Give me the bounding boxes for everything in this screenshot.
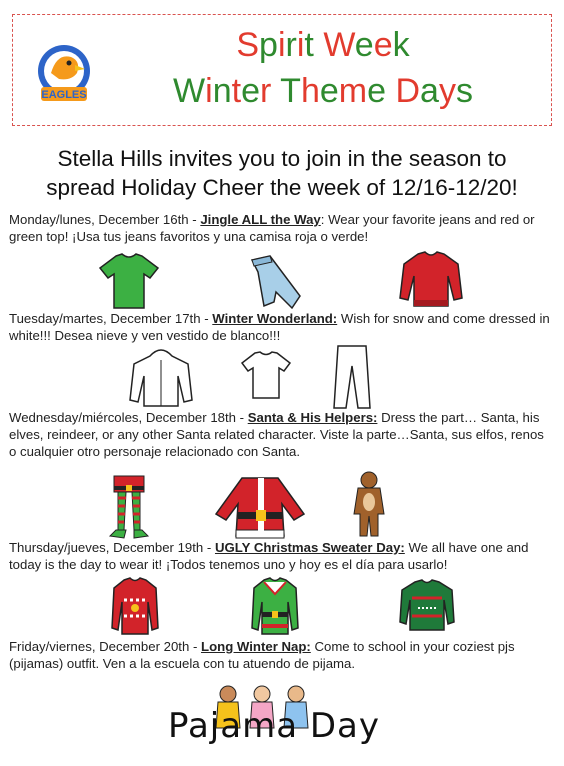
day-theme: Jingle ALL the Way	[200, 212, 321, 227]
title-letter: i	[277, 26, 286, 64]
day-description: Come to school in your coziest pjs (pijamas) outfit. Ven a la escuela con tu atuendo de pijama.	[9, 639, 515, 671]
title-letter: e	[319, 72, 339, 110]
intro-line-1: Stella Hills invites you to join in the season to	[57, 146, 507, 171]
title-letter: h	[300, 72, 320, 110]
white-tshirt-icon	[240, 350, 292, 400]
spirit-week-header	[12, 14, 552, 126]
title-letter: e	[367, 72, 387, 110]
white-hoodie-icon	[128, 346, 194, 408]
pajama-day-art-text: Pajama Day	[168, 706, 380, 746]
day-monday	[9, 211, 554, 245]
title-letter: e	[354, 26, 374, 64]
title-letter: p	[259, 26, 278, 64]
day-theme: UGLY Christmas Sweater Day:	[214, 540, 405, 555]
green-tshirt-icon	[98, 252, 160, 310]
santa-coat-icon	[212, 474, 308, 542]
reindeer-costume-icon	[350, 470, 388, 540]
elf-sweater-icon	[250, 576, 300, 638]
title-letter: t	[304, 26, 314, 64]
intro-text	[0, 144, 564, 202]
title-letter: e	[373, 26, 393, 64]
intro-line-2: spread Holiday Cheer the week of 12/16-12/20!	[46, 175, 518, 200]
red-sweater-icon	[398, 250, 464, 312]
logo-text: EAGLES	[41, 89, 87, 101]
day-friday	[9, 638, 554, 672]
day-theme: Winter Wonderland:	[212, 311, 338, 326]
title-letter: e	[241, 72, 260, 110]
day-theme: Long Winter Nap:	[201, 639, 311, 654]
title-letter: a	[420, 72, 439, 110]
day-prefix: Friday/viernes, December 20th -	[9, 639, 202, 654]
title-letter	[314, 26, 323, 64]
day-theme: Santa & His Helpers:	[247, 410, 378, 425]
title-letter: W	[173, 72, 206, 110]
green-ugly-sweater-icon	[398, 578, 456, 632]
red-ugly-sweater-icon	[110, 576, 160, 638]
eagle-mascot-logo-icon	[29, 43, 99, 105]
title-letter: r	[285, 26, 297, 64]
day-prefix: Tuesday/martes, December 17th -	[9, 311, 213, 326]
title-letter: S	[236, 26, 260, 64]
elf-legs-icon	[108, 474, 150, 542]
day-description: : Wear your favorite jeans and red or green top! ¡Usa tus jeans favoritos y una camisa roja o verde!	[9, 212, 535, 244]
title-letter: t	[231, 72, 242, 110]
title-letter: k	[392, 26, 410, 64]
day-thursday	[9, 539, 554, 573]
day-description: Wish for snow and come dressed in white!!! Desea nieve y ven vestido de blanco!!!	[9, 311, 550, 343]
title-letter: m	[338, 72, 368, 110]
title-letter: i	[296, 26, 305, 64]
jeans-icon	[246, 252, 306, 312]
title-letter: T	[280, 72, 301, 110]
day-tuesday	[9, 310, 554, 344]
title-letter: s	[455, 72, 473, 110]
title-letter: W	[323, 26, 355, 64]
title-letter: r	[259, 72, 272, 110]
title-line-2	[113, 71, 533, 111]
title-letter: n	[212, 72, 232, 110]
title-letter: y	[438, 72, 456, 110]
day-prefix: Wednesday/miércoles, December 18th -	[9, 410, 248, 425]
title-letter: D	[395, 72, 421, 110]
day-prefix: Monday/lunes, December 16th -	[9, 212, 201, 227]
day-prefix: Thursday/jueves, December 19th -	[9, 540, 215, 555]
day-wednesday	[9, 409, 554, 460]
title-line-1	[113, 25, 533, 65]
title-letter: i	[205, 72, 213, 110]
title-letter	[271, 72, 280, 110]
white-pants-icon	[330, 344, 374, 410]
day-description: We all have one and today is the day to wear it! ¡Todos tenemos uno y hoy es el día para usarlo!	[9, 540, 529, 572]
day-description: Dress the part… Santa, his elves, reindeer, or any other Santa related character. Viste la parte…Santa, sus elfos, renos o cualquier otro personaje relacionado con Santa.	[9, 410, 544, 459]
